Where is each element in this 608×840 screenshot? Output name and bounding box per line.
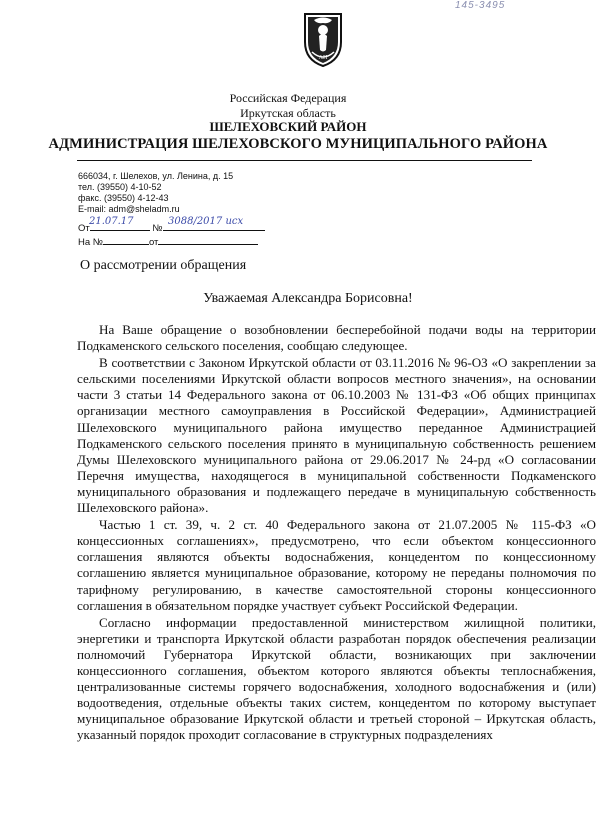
header-district: ШЕЛЕХОВСКИЙ РАЙОН [209,119,367,134]
header-administration: АДМИНИСТРАЦИЯ ШЕЛЕХОВСКОГО МУНИЦИПАЛЬНОГО РАЙОНА [48,136,548,152]
from-label: От [78,223,90,234]
email-line: E-mail: adm@sheladm.ru [78,204,180,214]
letter-body [77,322,596,743]
reference-label: На № [78,237,103,248]
svg-text:АП: АП [318,55,328,61]
address-line: 666034, г. Шелехов, ул. Ленина, д. 15 [78,171,234,181]
header-federation: Российская Федерация [229,91,347,105]
header-region: Иркутская область [240,106,336,120]
reference-number-blank [103,235,149,245]
reference-number-line [78,235,258,248]
letter-greeting: Уважаемая Александра Борисовна! [203,291,413,306]
reference-from-label: от [148,237,159,248]
letter-subject: О рассмотрении обращения [80,258,247,273]
reference-date-blank [158,235,258,245]
body-paragraph: Частью 1 ст. 39, ч. 2 ст. 40 Федерального закона от 21.07.2005 № 115-ФЗ «О концессионных соглашениях», предусмотрено, что если объектом концессионного соглашения являются объекты водоснабжения, концедентом по концессионному соглашению является муниципальное образование, которому не переданы полномочия по тарифному регулированию, в качестве самостоятельной стороны концессионного соглашения в обязательном порядке участвует субъект Российской Федерации. [77,517,596,613]
registration-stamp: 145-3495 [455,0,506,11]
body-paragraph: Согласно информации предоставленной министерством жилищной политики, энергетики и транспорта Иркутской области разработан порядок обеспечения реализации полномочий Губернатора Иркутской области, возникающих при заключении концессионного соглашения, объектом которого являются объекты теплоснабжения, централизованные системы горячего водоснабжения, холодного водоснабжения и (или) водоотведения, отдельные объекты таких систем, концедентом по которому выступает муниципальное образование Иркутской области и третьей стороной – Иркутская область, указанный порядок проходит согласование в структурных подразделениях [77,614,596,743]
handwritten-date: 21.07.17 [89,216,134,227]
fax-line: факс. (39550) 4-12-43 [78,193,169,203]
header-divider [77,160,532,161]
coat-of-arms-emblem [302,12,344,68]
number-label: № [152,223,163,234]
handwritten-number: 3088/2017 исх [168,216,244,227]
body-paragraph: В соответствии с Законом Иркутской области от 03.11.2016 № 96-ОЗ «О закреплении за сельскими поселениями Иркутской области вопросов местного значения», на основании части 3 статьи 14 Федерального закона от 06.10.2003 № 131-ФЗ «Об общих принципах организации местного самоуправления в Российской Федерации», Администрацией Шелеховского муниципального района имущество переданное Администрацией Подкаменского сельского поселения принято в муниципальную собственность решением Думы Шелеховского муниципального района от 29.06.2017 № 24-рд «О согласовании Перечня имущества, находящегося в муниципальной собственности Подкаменского муниципального образования и подлежащего передаче в муниципальную собственность Шелеховского района». [77,355,596,516]
body-paragraph: На Ваше обращение о возобновлении бесперебойной подачи воды на территории Подкаменского сельского поселения, сообщаю следующее. [77,322,596,354]
phone-line: тел. (39550) 4-10-52 [78,182,162,192]
